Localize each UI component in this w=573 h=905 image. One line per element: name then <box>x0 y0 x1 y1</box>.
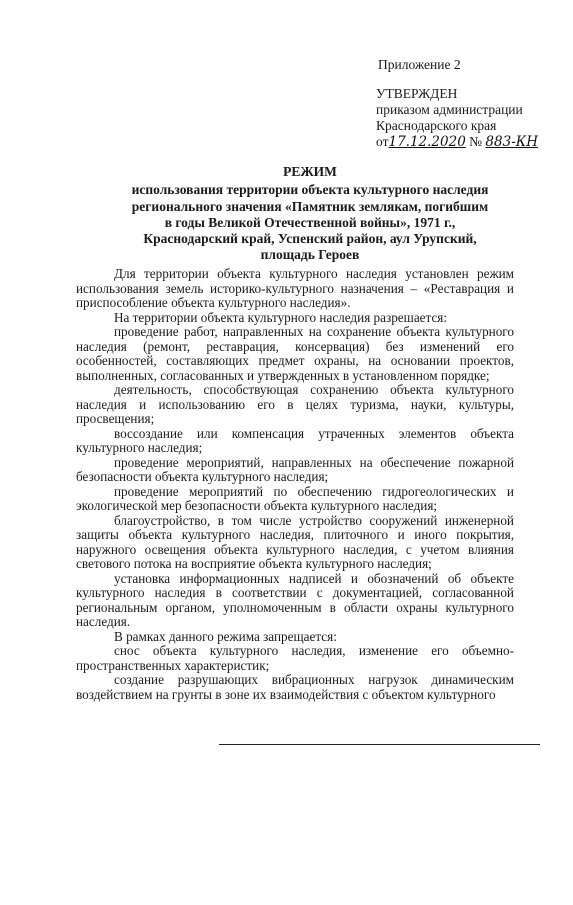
approved-label: УТВЕРЖДЕН <box>376 86 458 101</box>
paragraph: Для территории объекта культурного наследия установлен режим использования земель историко-культурного назначения – «Реставрация и приспособление объекта культурного наследия». <box>76 266 514 310</box>
from-label: от <box>376 134 389 149</box>
paragraph: воссоздание или компенсация утраченных элементов объекта культурного наследия; <box>76 425 514 455</box>
paragraph: проведение мероприятий по обеспечению гидрогеологических и экологической мер безопасности объекта культурного наследия; <box>76 483 514 513</box>
paragraph: В рамках данного режима запрещается: <box>114 628 337 644</box>
title-line: регионального значения «Памятник землякам, погибшим <box>131 198 489 214</box>
order-date-number <box>376 134 538 150</box>
paragraph: благоустройство, в том числе устройство сооружений инженерной защиты объекта культурного наследия, плиточного и иного покрытия, наружного освещения объекта культурного наследия, с учетом влияния светового потока на восприятие объекта культурного наследия; <box>76 512 514 571</box>
document-body <box>76 267 514 702</box>
title-line: использования территории объекта культурного наследия <box>131 182 489 198</box>
order-date: 17.12.2020 <box>388 134 466 150</box>
appendix-label: Приложение 2 <box>378 57 461 72</box>
title-line: площадь Героев <box>260 247 360 263</box>
paragraph: создание разрушающих вибрационных нагрузок динамическим воздействием на грунты в зоне их взаимодействия с объектом культурного <box>76 672 514 702</box>
order-line-1: приказом администрации <box>376 102 523 117</box>
paragraph: проведение работ, направленных на сохранение объекта культурного наследия (ремонт, реставрация, консервация) без изменений его особенностей, составляющих предмет охраны, на основании проектов, выполненных, согласованных и утвержденных в установленном порядке; <box>76 324 514 383</box>
paragraph: проведение мероприятий, направленных на обеспечение пожарной безопасности объекта культурного наследия; <box>76 454 514 484</box>
order-number: 883-КН <box>485 134 538 150</box>
title-line: в годы Великой Отечественной войны», 1971 г., <box>164 214 456 230</box>
number-label: № <box>469 134 483 149</box>
paragraph: снос объекта культурного наследия, изменение его объемно-пространственных характеристик; <box>76 643 514 673</box>
paragraph: деятельность, способствующая сохранению объекта культурного наследия и использованию его в целях туризма, науки, культуры, просвещения; <box>76 382 514 426</box>
document-title <box>90 164 530 264</box>
paragraph: установка информационных надписей и обозначений об объекте культурного наследия в соответствии с документацией, согласованной региональным органом, уполномоченным в области охраны культурного наследия. <box>76 570 514 629</box>
title-heading: РЕЖИМ <box>283 164 337 179</box>
title-line: Краснодарский край, Успенский район, аул Урупский, <box>143 231 477 247</box>
footer-divider <box>219 744 540 745</box>
paragraph: На территории объекта культурного наследия разрешается: <box>114 309 448 325</box>
approval-block <box>376 86 538 150</box>
order-line-2: Краснодарского края <box>376 118 497 133</box>
